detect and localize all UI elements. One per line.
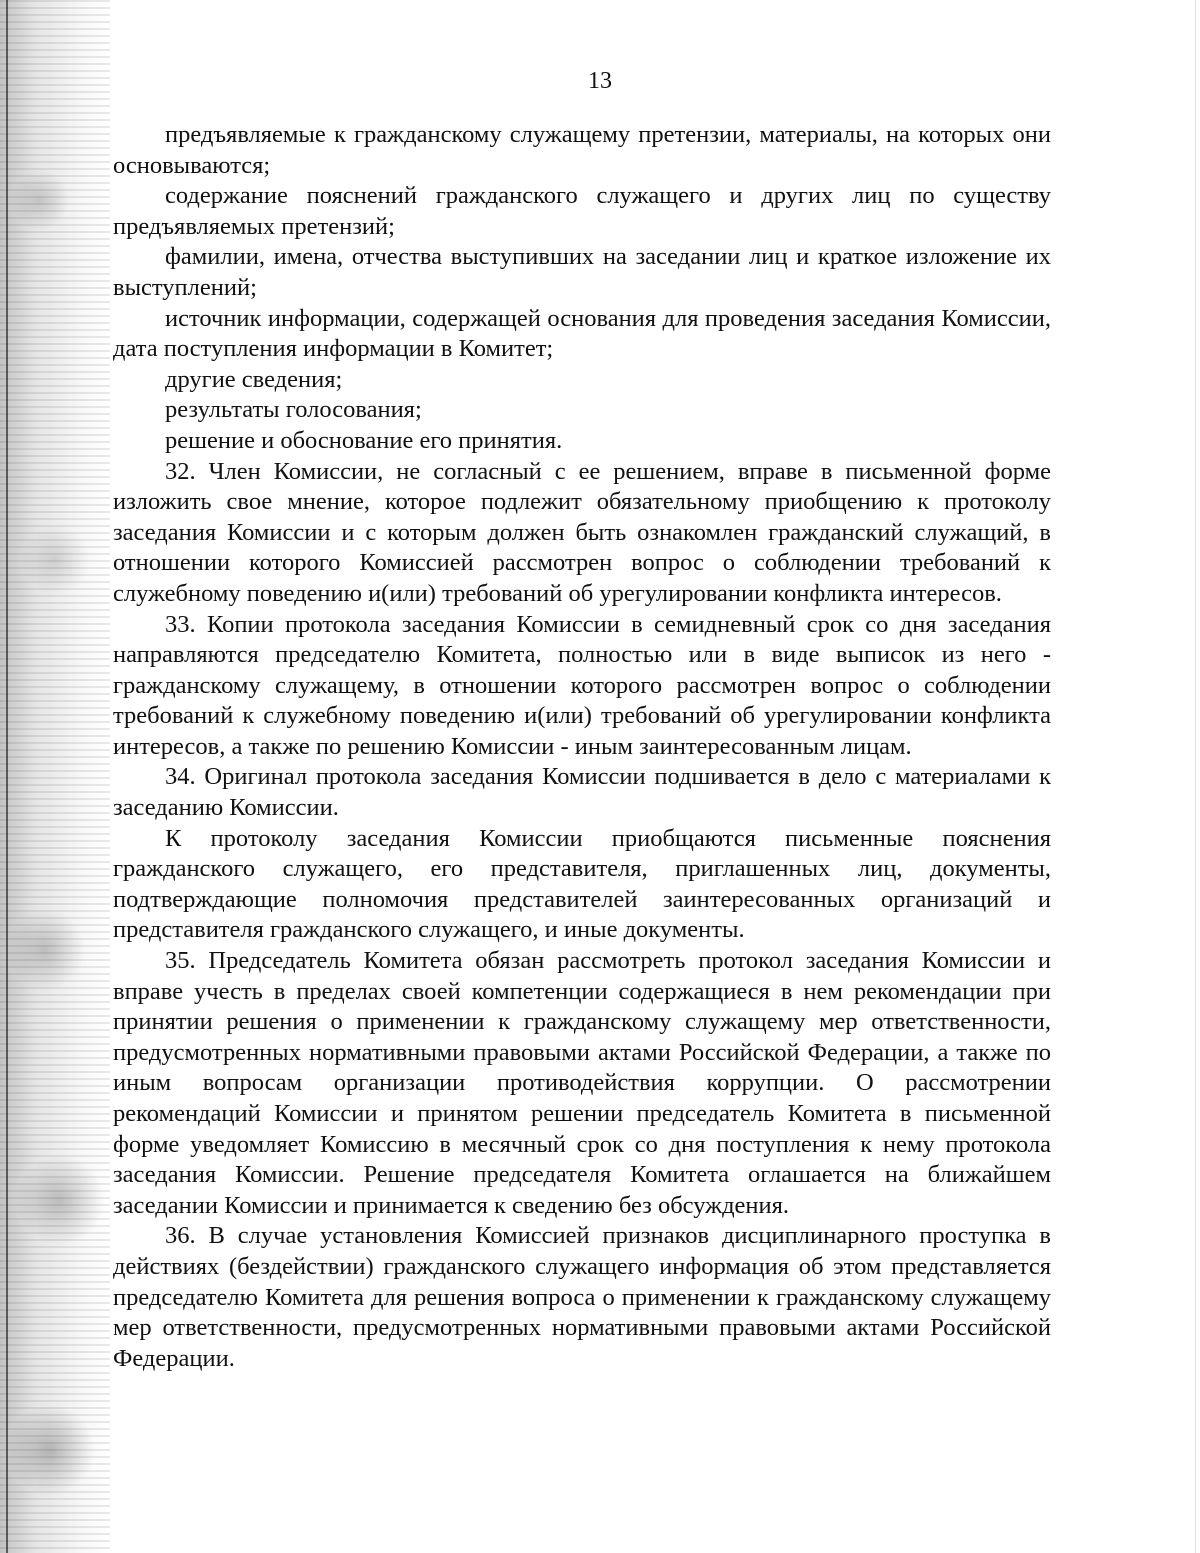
paragraph-voting-results: результаты голосования; [165, 396, 422, 424]
paragraph-36: 36. В случае установления Комиссией признаков дисциплинарного проступка в действиях (бездействии) гражданского служащего информация об этом представляется председателю Комитета для решения вопроса о применении к гражданскому служащему мер ответственности, предусмотренных нормативными правовыми актами Российской Федерации. [113, 1222, 1051, 1372]
page-number: 13 [588, 68, 612, 94]
paragraph-explanations: содержание пояснений гражданского служащего и других лиц по существу предъявляемых претензий; [113, 182, 1051, 240]
paragraph-protocol-attachments: К протоколу заседания Комиссии приобщаются письменные пояснения гражданского служащего, его представителя, приглашенных лиц, документы, подтверждающие полномочия представителей заинтересованных организаций и представителя гражданского служащего, и иные документы. [113, 824, 1051, 944]
document-body [113, 120, 1051, 1374]
scan-shadow [0, 0, 110, 1553]
scan-right-edge [1195, 0, 1196, 1553]
paragraph-32: 32. Член Комиссии, не согласный с ее решением, вправе в письменной форме изложить свое мнение, которое подлежит обязательному приобщению к протоколу заседания Комиссии и с которым должен быть ознакомлен гражданский служащий, в отношении которого Комиссией рассмотрен вопрос о соблюдении требований к служебному поведению и(или) требований об урегулировании конфликта интересов. [113, 457, 1051, 607]
paragraph-34: 34. Оригинал протокола заседания Комиссии подшивается в дело с материалами к заседанию Комиссии. [113, 763, 1051, 822]
paragraph-decision: решение и обоснование его принятия. [165, 426, 563, 454]
paragraph-other-info: другие сведения; [165, 365, 343, 393]
paragraph-speakers: фамилии, имена, отчества выступивших на заседании лиц и краткое изложение их выступлений; [113, 243, 1051, 301]
paragraph-35: 35. Председатель Комитета обязан рассмотреть протокол заседания Комиссии и вправе учесть в пределах своей компетенции содержащиеся в нем рекомендации при принятии решения о применении к гражданскому служащему мер ответственности, предусмотренных нормативными правовыми актами Российской Федерации, а также по иным вопросам организации противодействия коррупции. О рассмотрении рекомендаций Комиссии и принятом решении председатель Комитета в письменной форме уведомляет Комиссию в месячный срок со дня поступления к нему протокола заседания Комиссии. Решение председателя Комитета оглашается на ближайшем заседании Комиссии и принимается к сведению без обсуждения. [113, 947, 1051, 1219]
paragraph-info-source: источник информации, содержащей основания для проведения заседания Комиссии, дата поступления информации в Комитет; [113, 304, 1051, 363]
scan-edge-line [6, 0, 8, 1553]
paragraph-33: 33. Копии протокола заседания Комиссии в семидневный срок со дня заседания направляются председателю Комитета, полностью или в виде выписок из него - гражданскому служащему, в отношении которого рассмотрен вопрос о соблюдении требований к служебному поведению и(или) требований об урегулировании конфликта интересов, а также по решению Комиссии - иным заинтересованным лицам. [113, 610, 1051, 760]
paragraph-claims: предъявляемые к гражданскому служащему претензии, материалы, на которых они основываются; [113, 121, 1051, 179]
